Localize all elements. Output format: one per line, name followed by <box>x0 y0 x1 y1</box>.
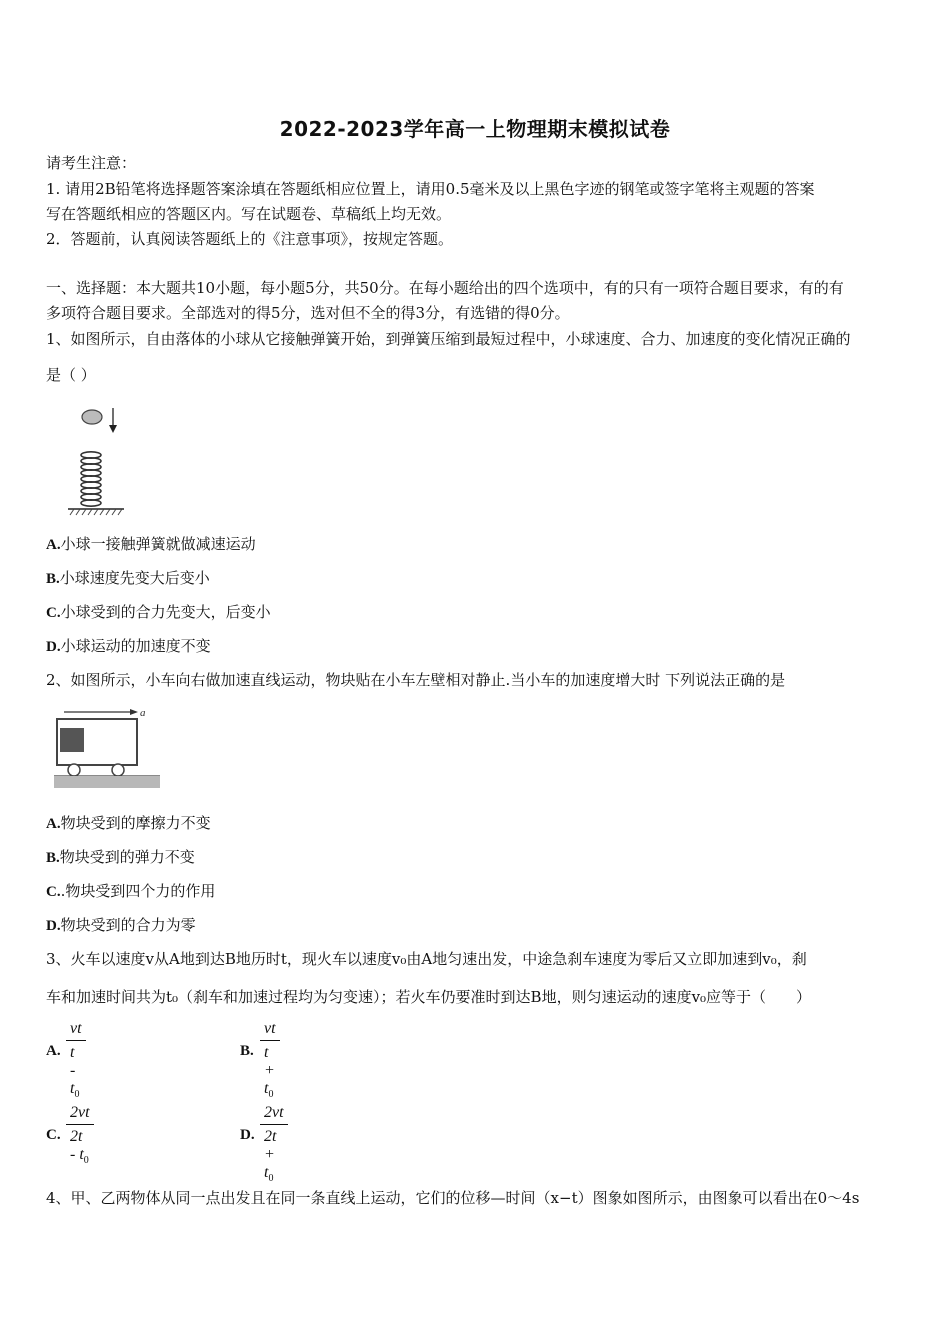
q4-stem: 4、甲、乙两物体从同一点出发且在同一条直线上运动，它们的位移—时间（x−t）图象如图所示，由图象可以看出在0～4s <box>46 1189 860 1207</box>
notice-line-1b: 写在答题纸相应的答题区内。写在试题卷、草稿纸上均无效。 <box>46 205 452 223</box>
ball <box>82 410 102 424</box>
q2-option-c: C..物块受到四个力的作用 <box>46 882 216 900</box>
fraction: 2vt $2t - t_0$ <box>66 1104 94 1166</box>
section-intro-1: 一、选择题：本大题共10小题，每小题5分，共50分。在每小题给出的四个选项中，有的只有一项符合题目要求，有的有 <box>46 279 844 297</box>
q2-option-a: A.物块受到的摩擦力不变 <box>46 814 211 832</box>
q1-stem-1: 1、如图所示，自由落体的小球从它接触弹簧开始，到弹簧压缩到最短过程中，小球速度、合力、加速度的变化情况正确的 <box>46 330 851 348</box>
q1-option-a: A.小球一接触弹簧就做减速运动 <box>46 535 256 553</box>
accel-label: a <box>140 707 146 719</box>
section-intro-2: 多项符合题目要求。全部选对的得5分，选对但不全的得3分，有选错的得0分。 <box>46 304 570 322</box>
notice-line-2: 2．答题前，认真阅读答题纸上的《注意事项》，按规定答题。 <box>46 230 454 248</box>
notice-line-1a: 1. 请用2B铅笔将选择题答案涂填在答题纸相应位置上，请用0.5毫米及以上黑色字迹的钢笔或签字笔将主观题的答案 <box>46 180 815 198</box>
fraction: vt t - $t_0$ <box>66 1020 86 1100</box>
page-title: 2022-2023学年高一上物理期末模拟试卷 <box>279 117 671 141</box>
q1-option-c: C.小球受到的合力先变大，后变小 <box>46 603 271 621</box>
ground-hatch <box>54 776 160 788</box>
wheel-right <box>112 764 124 776</box>
q2-option-b: B.物块受到的弹力不变 <box>46 848 195 866</box>
q1-option-d: D.小球运动的加速度不变 <box>46 637 211 655</box>
q1-stem-2: 是（ ） <box>46 366 96 384</box>
q2-option-d: D.物块受到的合力为零 <box>46 916 196 934</box>
q2-stem: 2、如图所示，小车向右做加速直线运动，物块贴在小车左壁相对静止.当小车的加速度增大时 下列说法正确的是 <box>46 671 786 689</box>
q1-option-b: B.小球速度先变大后变小 <box>46 569 210 587</box>
q1-spring-figure <box>66 405 126 517</box>
wheel-left <box>68 764 80 776</box>
block <box>60 728 84 752</box>
q3-stem-1: 3、火车以速度v从A地到达B地历时t，现火车以速度v₀由A地匀速出发，中途急刹车速度为零后又立即加速到v₀，刹 <box>46 950 807 968</box>
fraction: 2vt $2t + t_0$ <box>260 1104 288 1184</box>
q3-stem-2: 车和加速时间共为t₀（刹车和加速过程均为匀变速）；若火车仍要准时到达B地，则匀速运动的速度v₀应等于（ ） <box>46 988 812 1006</box>
notice-heading: 请考生注意： <box>46 154 137 172</box>
spring-coils <box>81 452 101 506</box>
q2-cart-figure <box>54 706 164 792</box>
accel-arrow-head <box>130 709 138 715</box>
fraction: vt $t + t_0$ <box>260 1020 280 1100</box>
fall-arrow-head <box>109 425 117 433</box>
ground-hatch <box>70 509 122 515</box>
